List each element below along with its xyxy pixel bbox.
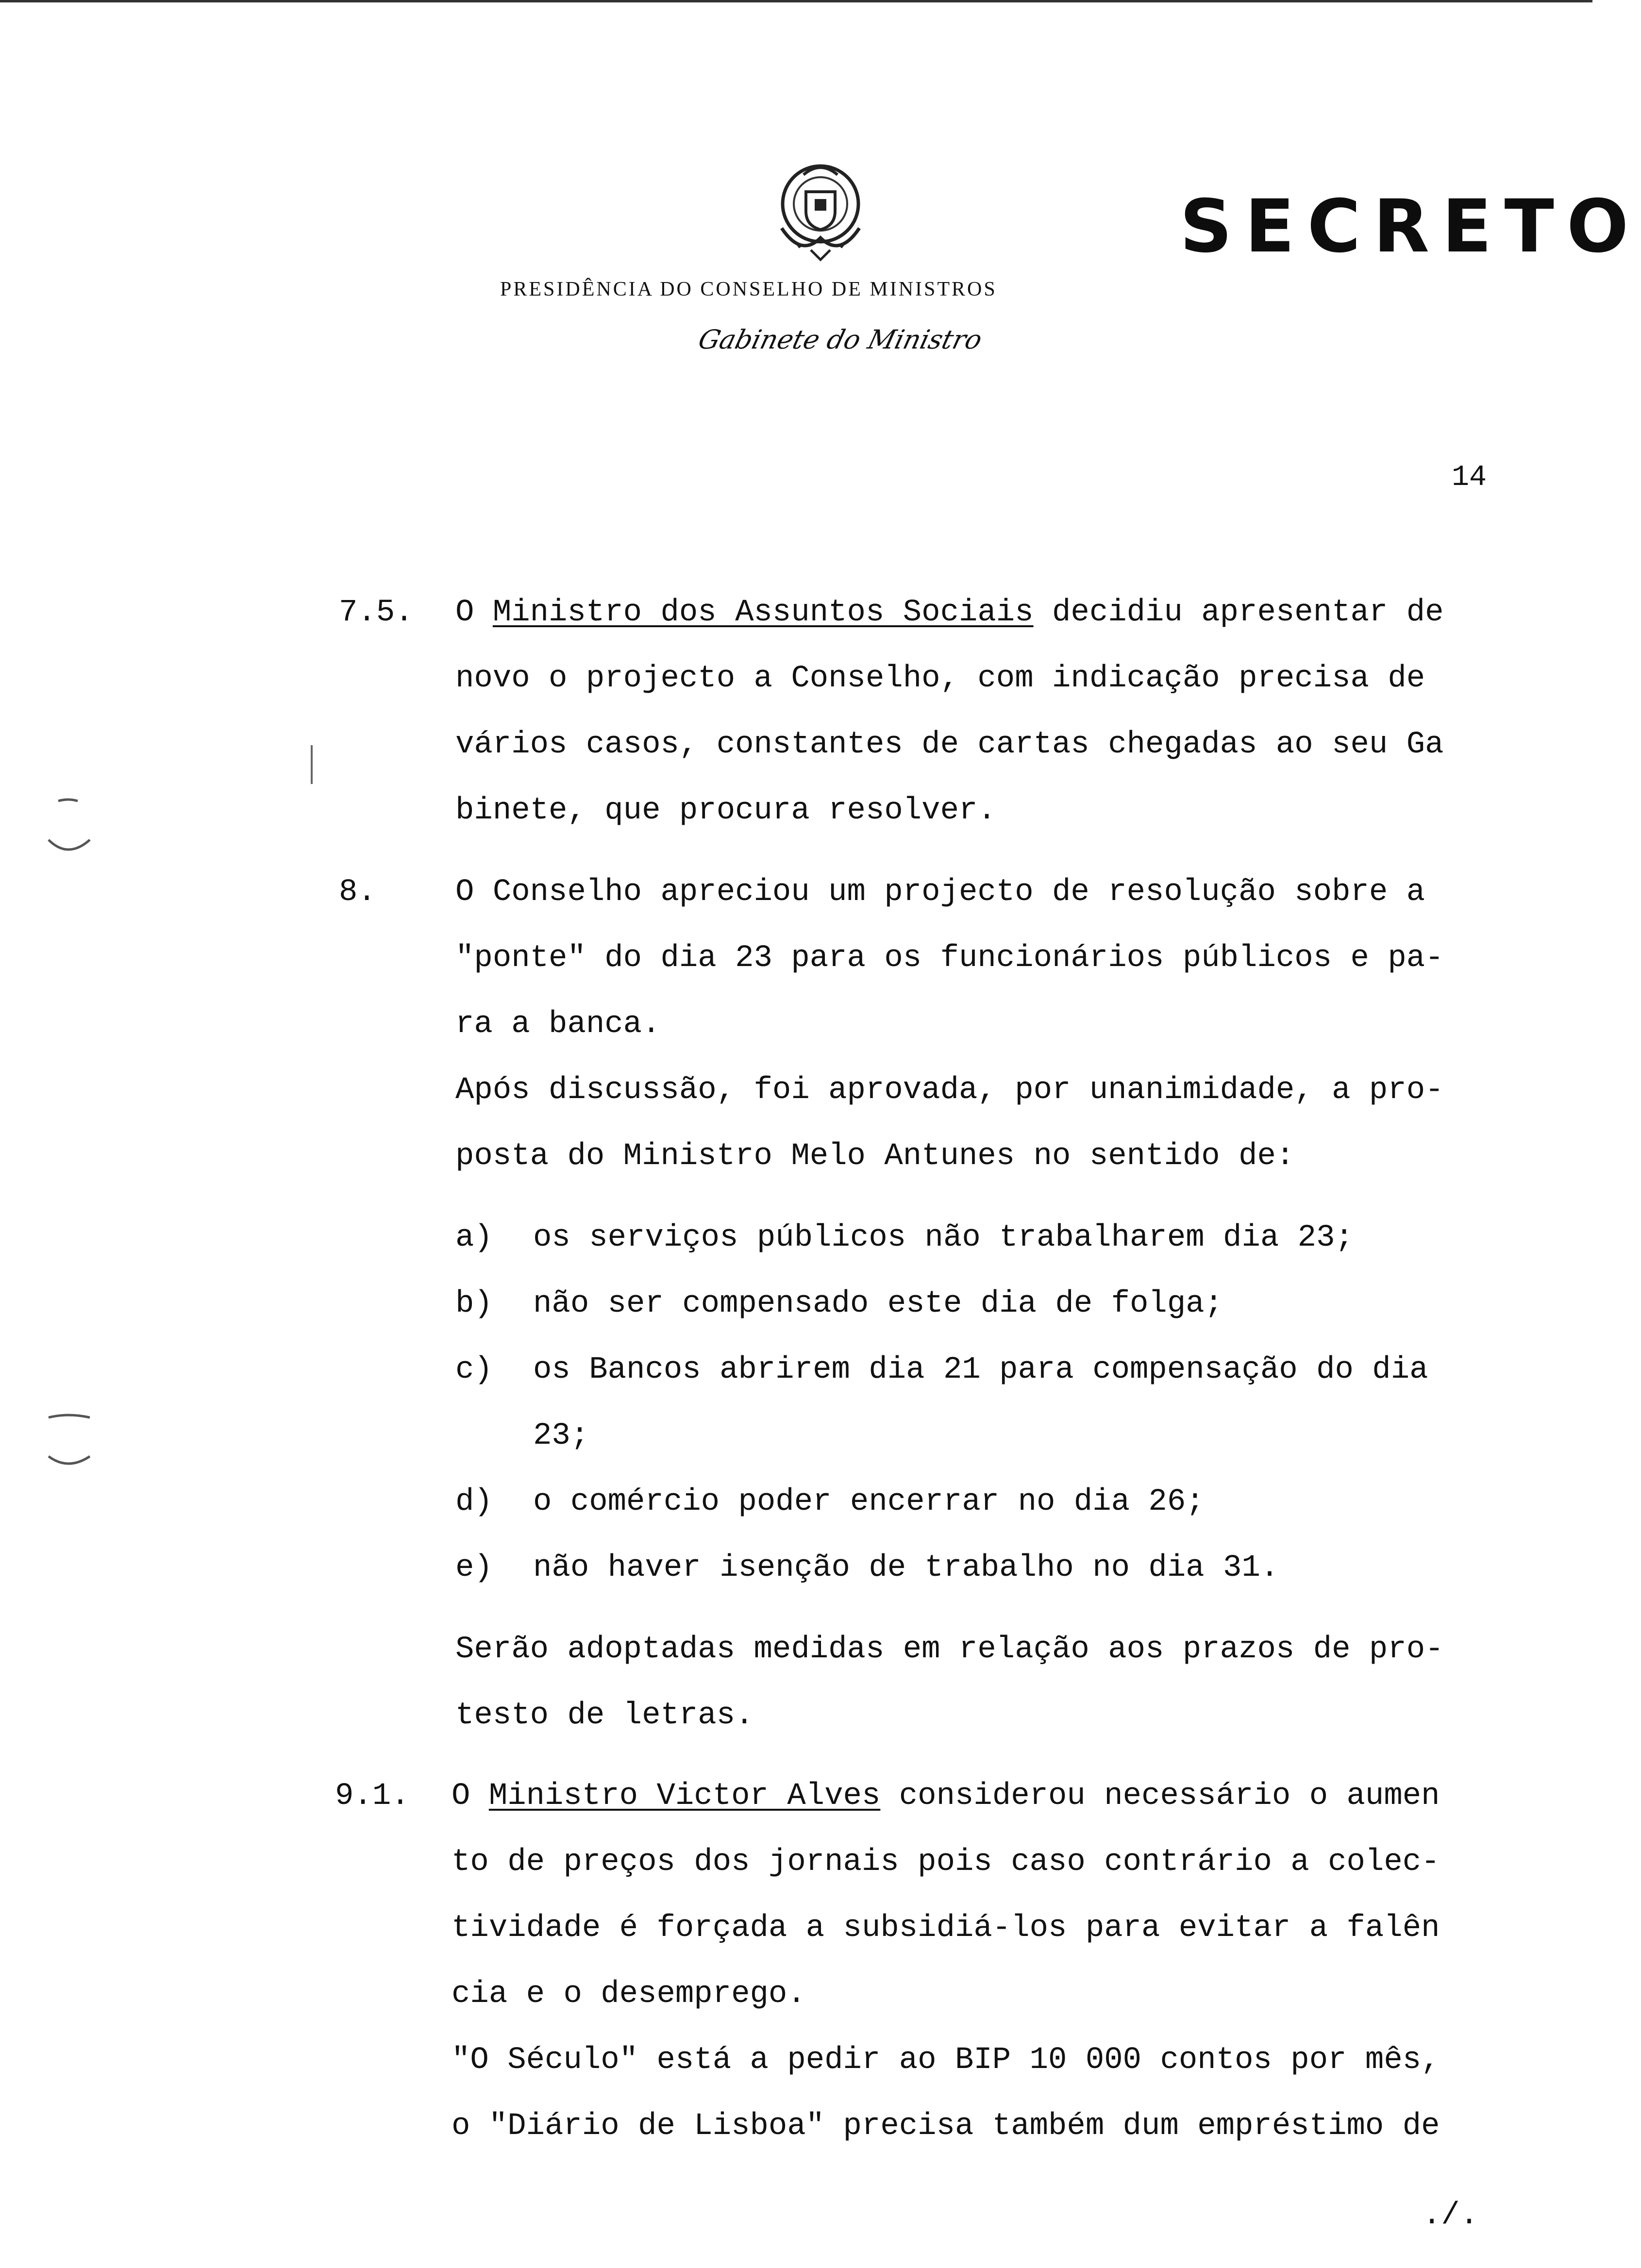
section-line: posta do Ministro Melo Antunes no sentido de: bbox=[455, 1139, 1295, 1174]
minister-name: Ministro dos Assuntos Sociais bbox=[492, 595, 1034, 630]
ministry-name: PRESIDÊNCIA DO CONSELHO DE MINISTROS bbox=[500, 278, 997, 300]
list-item-label: a) bbox=[455, 1220, 493, 1255]
section-number: 9.1. bbox=[335, 1779, 410, 1814]
section-line: O Ministro Victor Alves considerou necessário o aumen bbox=[452, 1779, 1440, 1814]
top-border-line bbox=[0, 0, 1592, 2]
section-line: "O Século" está a pedir ao BIP 10 000 contos por mês, bbox=[452, 2043, 1440, 2078]
list-item-text: não haver isenção de trabalho no dia 31. bbox=[533, 1551, 1279, 1585]
section-number: 8. bbox=[339, 875, 376, 910]
classification-stamp: SECRETO bbox=[1180, 184, 1641, 269]
section-line: tividade é forçada a subsidiá-los para evitar a falên bbox=[452, 1911, 1440, 1946]
list-item-label: c) bbox=[455, 1352, 493, 1387]
list-item-label: b) bbox=[455, 1286, 493, 1321]
section-line: cia e o desemprego. bbox=[452, 1977, 806, 2012]
section-line: testo de letras. bbox=[455, 1698, 754, 1733]
page-number: 14 bbox=[1452, 461, 1487, 494]
list-item-text: os Bancos abrirem dia 21 para compensação do dia bbox=[533, 1352, 1428, 1387]
list-item-text: não ser compensado este dia de folga; bbox=[533, 1286, 1223, 1321]
section-line: O Ministro dos Assuntos Sociais decidiu apresentar de bbox=[455, 595, 1444, 630]
section-line: novo o projecto a Conselho, com indicação precisa de bbox=[455, 661, 1425, 696]
section-line: vários casos, constantes de cartas chegadas ao seu Ga bbox=[455, 727, 1444, 762]
section-line: Serão adoptadas medidas em relação aos prazos de pro- bbox=[455, 1632, 1444, 1667]
list-item-label: d) bbox=[455, 1484, 493, 1519]
section-line: "ponte" do dia 23 para os funcionários públicos e pa- bbox=[455, 941, 1444, 976]
section-line: ra a banca. bbox=[455, 1007, 661, 1042]
section-line: to de preços dos jornais pois caso contrário a colec- bbox=[452, 1845, 1440, 1880]
section-line: binete, que procura resolver. bbox=[455, 793, 996, 828]
section-line: o "Diário de Lisboa" precisa também dum empréstimo de bbox=[452, 2109, 1440, 2144]
section-number: 7.5. bbox=[339, 595, 414, 630]
margin-tick bbox=[311, 745, 313, 784]
office-signature: Gabinete do Ministro bbox=[695, 324, 986, 355]
punch-hole-mark bbox=[44, 796, 97, 869]
continuation-mark: ./. bbox=[1423, 2198, 1479, 2233]
list-item-text: o comércio poder encerrar no dia 26; bbox=[533, 1484, 1205, 1519]
list-item-label: e) bbox=[455, 1551, 493, 1585]
list-item-text: os serviços públicos não trabalharem dia 23; bbox=[533, 1220, 1354, 1255]
coat-of-arms-icon bbox=[757, 146, 884, 272]
section-line: O Conselho apreciou um projecto de resolução sobre a bbox=[455, 875, 1425, 910]
section-line: Após discussão, foi aprovada, por unanimidade, a pro- bbox=[455, 1073, 1444, 1108]
minister-name: Ministro Victor Alves bbox=[488, 1779, 881, 1814]
list-item-text: 23; bbox=[533, 1418, 589, 1453]
punch-hole-mark bbox=[44, 1408, 97, 1481]
